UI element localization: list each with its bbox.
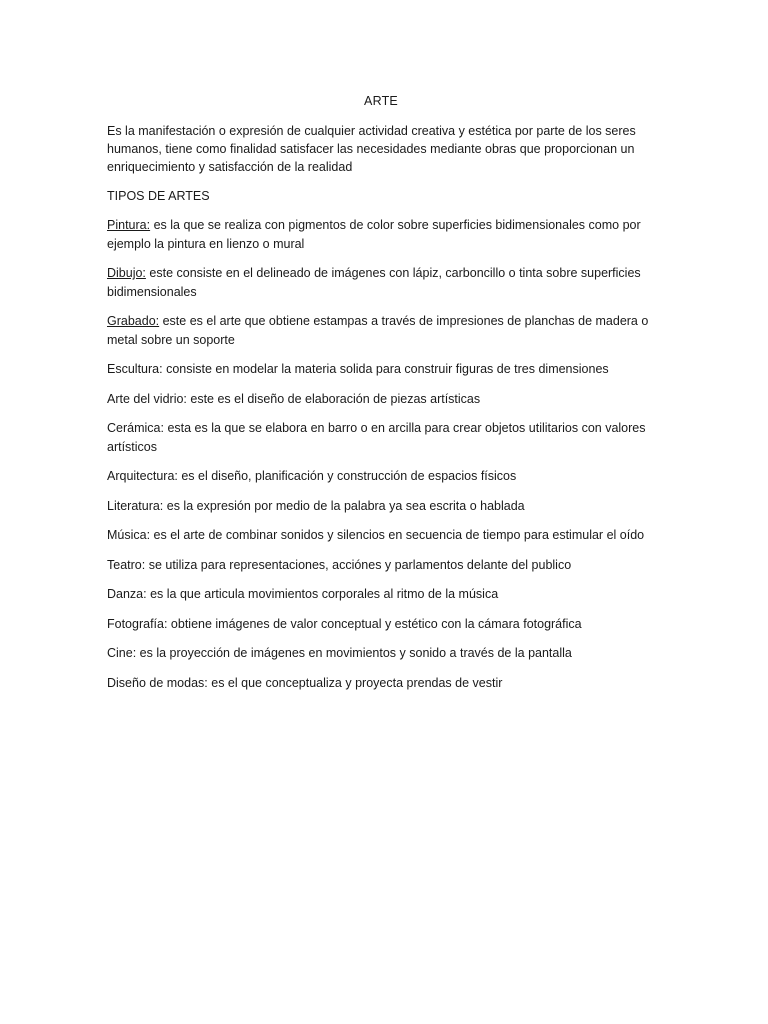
- intro-paragraph: Es la manifestación o expresión de cualquier actividad creativa y estética por parte de los seres humanos, tiene como finalidad satisfacer las necesidades mediante obras que proporcionan un enriquecimiento y satisfacción de la realidad: [107, 124, 636, 174]
- art-type-entry: [107, 674, 655, 693]
- art-type-description: es la que articula movimientos corporales al ritmo de la música: [146, 587, 499, 601]
- art-type-description: esta es la que se elabora en barro o en arcilla para crear objetos utilitarios con valores artísticos: [107, 421, 646, 454]
- art-type-term: Literatura:: [107, 498, 164, 513]
- art-type-term: Cine:: [107, 646, 137, 660]
- art-type-entry: [107, 585, 655, 604]
- art-type-description: este es el arte que obtiene estampas a través de impresiones de planchas de madera o metal sobre un soporte: [107, 314, 649, 347]
- art-type-term: Teatro:: [107, 557, 146, 572]
- art-type-description: es el que conceptualiza y proyecta prendas de vestir: [207, 675, 503, 690]
- art-type-term: Cerámica:: [107, 421, 164, 435]
- art-type-description: obtiene imágenes de valor conceptual y estético con la cámara fotográfica: [167, 616, 582, 631]
- art-type-entry: [107, 264, 655, 301]
- art-type-entry: [107, 556, 655, 575]
- art-type-entry: [107, 216, 655, 253]
- document-page: [107, 92, 655, 703]
- art-type-entry: [107, 360, 655, 379]
- art-type-entry: [107, 497, 655, 516]
- art-type-entry: [107, 526, 655, 545]
- art-type-entry: [107, 615, 655, 634]
- art-type-entry: [107, 312, 655, 349]
- art-type-description: es el arte de combinar sonidos y silencios en secuencia de tiempo para estimular el oído: [150, 528, 645, 542]
- art-type-entry: [107, 644, 655, 663]
- art-type-description: este es el diseño de elaboración de piezas artísticas: [186, 391, 481, 406]
- art-type-term: Diseño de modas:: [107, 675, 208, 690]
- art-type-entry: [107, 390, 655, 409]
- art-type-term: Música:: [107, 528, 151, 542]
- art-type-description: es la expresión por medio de la palabra ya sea escrita o hablada: [163, 498, 525, 513]
- art-type-description: se utiliza para representaciones, acciónes y parlamentos delante del publico: [145, 557, 572, 572]
- art-type-entry: [107, 419, 655, 456]
- art-type-term: Arte del vidrio:: [107, 391, 187, 406]
- art-type-term: Dibujo:: [107, 266, 146, 280]
- art-type-term: Grabado:: [107, 314, 160, 328]
- art-type-term: Pintura:: [107, 218, 151, 232]
- art-type-term: Fotografía:: [107, 616, 168, 631]
- art-type-description: este consiste en el delineado de imágenes con lápiz, carboncillo o tinta sobre superficies bidimensionales: [107, 266, 641, 299]
- art-type-term: Danza:: [107, 587, 147, 601]
- art-type-description: consiste en modelar la materia solida para construir figuras de tres dimensiones: [162, 362, 609, 376]
- art-type-entry: [107, 467, 655, 486]
- art-type-term: Arquitectura:: [107, 469, 178, 483]
- art-type-description: es el diseño, planificación y construcción de espacios físicos: [177, 469, 517, 483]
- art-type-description: es la proyección de imágenes en movimientos y sonido a través de la pantalla: [136, 646, 572, 660]
- art-type-description: es la que se realiza con pigmentos de color sobre superficies bidimensionales como por ejemplo la pintura en lienzo o mural: [107, 218, 641, 251]
- section-heading: TIPOS DE ARTES: [107, 189, 210, 203]
- document-title: ARTE: [364, 94, 398, 108]
- art-type-term: Escultura:: [107, 362, 163, 376]
- art-types-list: [107, 216, 655, 692]
